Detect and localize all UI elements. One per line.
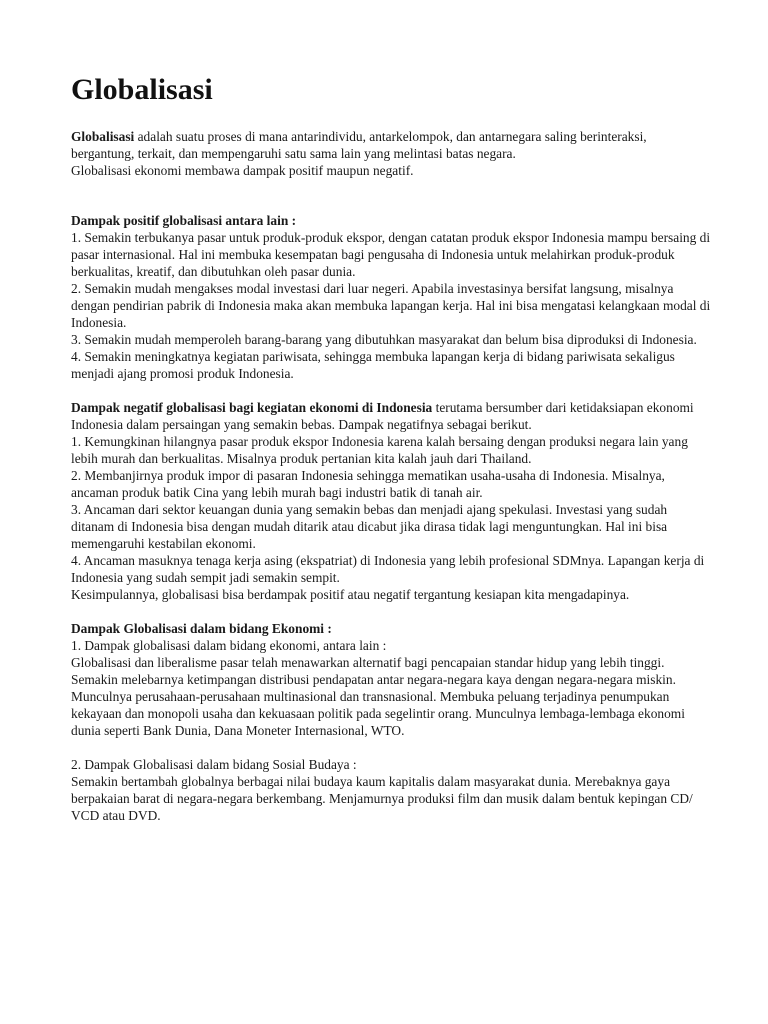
negative-item: 3. Ancaman dari sektor keuangan dunia yang semakin bebas dan menjadi ajang spekulasi. Investasi yang sudah ditanam di Indonesia bisa dengan mudah ditarik atau dicabut jika dirasa tidak lagi menguntungkan. Hal ini bisa memengaruhi kestabilan ekonomi. — [71, 502, 668, 551]
positive-section — [71, 212, 711, 382]
negative-item: 4. Ancaman masuknya tenaga kerja asing (ekspatriat) di Indonesia yang lebih profesional SDMnya. Lapangan kerja di Indonesia yang sudah sempit jadi semakin sempit. — [71, 553, 705, 585]
negative-item: 1. Kemungkinan hilangnya pasar produk ekspor Indonesia karena kalah bersaing dengan produksi negara lain yang lebih murah dan berkualitas. Misalnya produk pertanian kita kalah jauh dari Thailand. — [71, 434, 688, 466]
positive-heading-text: Dampak positif globalisasi antara lain : — [71, 213, 297, 228]
negative-section — [71, 399, 711, 603]
intro-term: Globalisasi — [71, 129, 135, 144]
negative-heading-text: Dampak negatif globalisasi bagi kegiatan ekonomi di Indonesia — [71, 400, 433, 415]
intro-summary: Globalisasi ekonomi membawa dampak positif maupun negatif. — [71, 163, 414, 178]
negative-item: 2. Membanjirnya produk impor di pasaran Indonesia sehingga mematikan usaha-usaha di Indonesia. Misalnya, ancaman produk batik Cina yang lebih murah bagi industri batik di tanah air. — [71, 468, 665, 500]
document-page — [71, 72, 711, 824]
intro-text: adalah suatu proses di mana antarindividu, antarkelompok, dan antarnegara saling berinteraksi, bergantung, terkait, dan mempengaruhi satu sama lain yang melintasi batas negara. — [71, 129, 647, 161]
positive-item: 3. Semakin mudah memperoleh barang-barang yang dibutuhkan masyarakat dan belum bisa diproduksi di Indonesia. — [71, 332, 697, 347]
social-subheading: 2. Dampak Globalisasi dalam bidang Sosial Budaya : — [71, 757, 357, 772]
positive-item: 4. Semakin meningkatnya kegiatan pariwisata, sehingga membuka lapangan kerja di bidang pariwisata sekaligus menjadi ajang promosi produk Indonesia. — [71, 349, 675, 381]
page-title: Globalisasi — [71, 73, 213, 106]
negative-heading — [71, 399, 711, 433]
economy-heading-text: Dampak Globalisasi dalam bidang Ekonomi : — [71, 621, 332, 636]
positive-heading — [71, 212, 711, 229]
negative-conclusion: Kesimpulannya, globalisasi bisa berdampak positif atau negatif tergantung kesiapan kita mengadapinya. — [71, 587, 630, 602]
economy-paragraph: Globalisasi dan liberalisme pasar telah menawarkan alternatif bagi pencapaian standar hidup yang lebih tinggi. Semakin melebarnya ketimpangan distribusi pendapatan antar negara-negara kaya dengan negara-negara miskin. Munculnya perusahaan-perusahaan multinasional dan transnasional. Membuka peluang terjadinya penumpukan kekayaan dan monopoli usaha dan kekuasaan politik pada segelintir orang. Munculnya lembaga-lembaga ekonomi dunia seperti Bank Dunia, Dana Moneter Internasional, WTO. — [71, 655, 685, 738]
positive-item: 2. Semakin mudah mengakses modal investasi dari luar negeri. Apabila investasinya bersifat langsung, misalnya dengan pendirian pabrik di Indonesia maka akan membuka lapangan kerja. Hal ini bisa mengatasi kelangkaan modal di Indonesia. — [71, 281, 711, 330]
economy-heading — [71, 620, 711, 637]
social-paragraph: Semakin bertambah globalnya berbagai nilai budaya kaum kapitalis dalam masyarakat dunia. Merebaknya gaya berpakaian barat di negara-negara berkembang. Menjamurnya produksi film dan musik dalam bentuk kepingan CD/ VCD atau DVD. — [71, 774, 693, 823]
positive-item: 1. Semakin terbukanya pasar untuk produk-produk ekspor, dengan catatan produk ekspor Indonesia mampu bersaing di pasar internasional. Hal ini membuka kesempatan bagi pengusaha di Indonesia untuk melahirkan produk-produk berkualitas, kreatif, dan dibutuhkan oleh pasar dunia. — [71, 230, 711, 279]
economy-subheading: 1. Dampak globalisasi dalam bidang ekonomi, antara lain : — [71, 638, 387, 653]
economy-section — [71, 620, 711, 824]
intro-paragraph — [71, 128, 711, 162]
negative-heading-rest: terutama bersumber dari ketidaksiapan ekonomi Indonesia dalam persaingan yang semakin bebas. Dampak negatifnya sebagai berikut. — [71, 400, 694, 432]
